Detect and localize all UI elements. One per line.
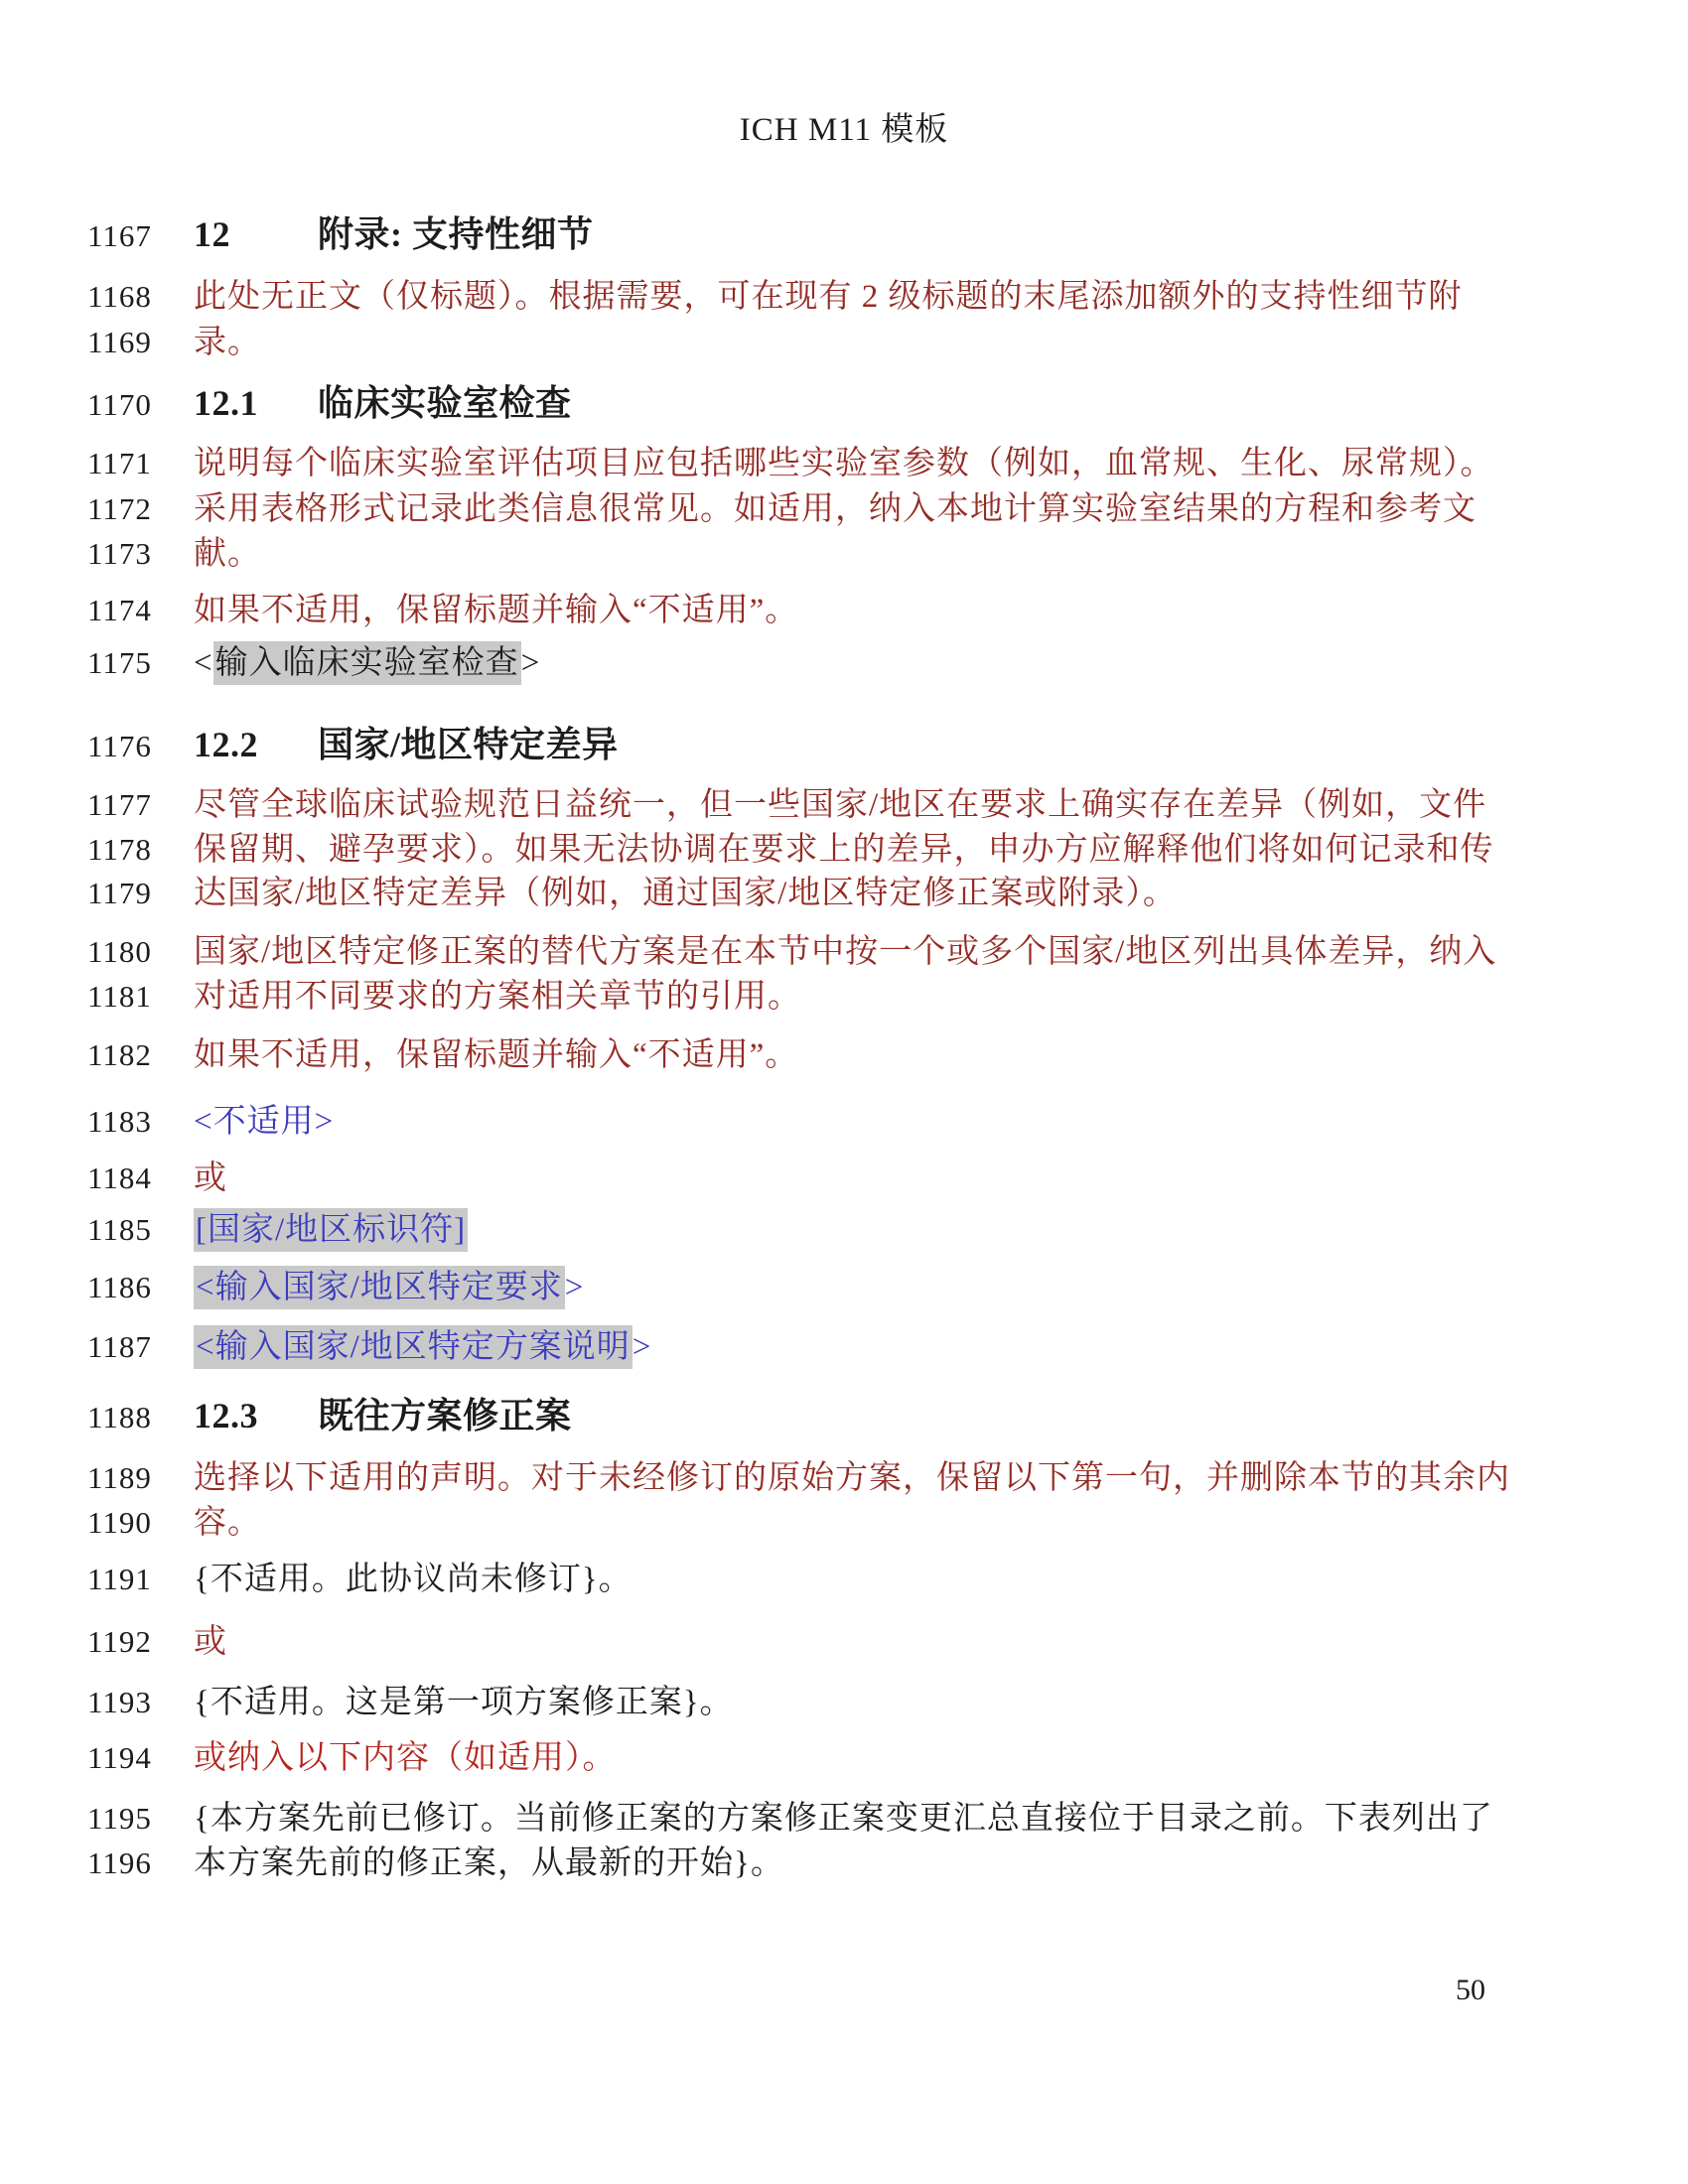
- document-line: [87, 1261, 584, 1306]
- document-line: [87, 1203, 468, 1249]
- text-line: [194, 1845, 784, 1881]
- text-segment: 说明每个临床实验室评估项目应包括哪些实验室参数（例如，血常规、生化、尿常规）。: [194, 446, 1494, 481]
- line-number: 1179: [87, 876, 152, 910]
- placeholder-field[interactable]: <输入国家/地区特定要求: [194, 1266, 565, 1309]
- text-line: [194, 934, 1496, 970]
- text-line: [194, 1325, 651, 1369]
- text-line: [194, 1685, 734, 1720]
- document-line: [87, 1496, 261, 1542]
- line-number: 1195: [87, 1801, 152, 1836]
- line-number: 1176: [87, 729, 152, 763]
- text-segment: 选择以下适用的声明。对于未经修订的原始方案，保留以下第一句，并删除本节的其余内: [194, 1460, 1510, 1496]
- line-number: 1192: [87, 1624, 152, 1659]
- text-segment: <: [194, 645, 213, 681]
- heading-text: [194, 383, 572, 423]
- text-line: [194, 787, 1486, 823]
- section-number: 12.3: [194, 1396, 258, 1435]
- placeholder-field[interactable]: <输入国家/地区特定方案说明: [194, 1325, 633, 1369]
- placeholder-field[interactable]: 输入临床实验室检查: [213, 641, 521, 685]
- document-line: [87, 1731, 617, 1777]
- text-segment: 达国家/地区特定差异（例如，通过国家/地区特定修正案或附录）。: [194, 876, 1177, 911]
- document-line: [87, 584, 798, 629]
- document-line: [87, 527, 261, 573]
- text-segment: 尽管全球临床试验规范日益统一，但一些国家/地区在要求上确实存在差异（例如，文件: [194, 787, 1487, 823]
- line-number: 1196: [87, 1845, 152, 1880]
- text-segment: 献。: [194, 536, 261, 572]
- section-heading-title: 既往方案修正案: [318, 1396, 572, 1435]
- text-segment: 容。: [194, 1505, 261, 1541]
- text-line: [194, 1562, 633, 1597]
- document-line: [87, 482, 1477, 528]
- text-line: [194, 593, 798, 628]
- text-segment: 国家/地区特定修正案的替代方案是在本节中按一个或多个国家/地区列出具体差异，纳入: [194, 934, 1497, 970]
- text-line: [194, 1460, 1510, 1496]
- text-line: [194, 536, 261, 572]
- heading-line: [87, 717, 619, 762]
- heading-text: [194, 1396, 572, 1435]
- document-header-title: ICH M11 模板: [739, 112, 949, 148]
- document-line: [87, 636, 540, 682]
- document-line: [87, 867, 1177, 912]
- document-line: [87, 1676, 734, 1721]
- text-line: [194, 1104, 334, 1140]
- text-segment: {本方案先前已修订。当前修正案的方案修正案变更汇总直接位于目录之前。下表列出了: [194, 1801, 1493, 1837]
- line-number: 1185: [87, 1212, 152, 1247]
- placeholder-field[interactable]: [国家/地区标识符]: [194, 1208, 468, 1252]
- section-number: 12.1: [194, 383, 258, 423]
- text-line: [194, 446, 1494, 481]
- line-number: 1170: [87, 387, 152, 422]
- line-number: 1190: [87, 1505, 152, 1540]
- line-number: 1186: [87, 1270, 152, 1304]
- heading-line: [87, 375, 572, 421]
- line-number: 1188: [87, 1400, 152, 1434]
- text-line: [194, 641, 540, 685]
- document-line: [87, 1028, 798, 1074]
- text-line: [194, 1740, 617, 1776]
- text-line: [194, 876, 1177, 911]
- heading-text: [194, 725, 619, 764]
- document-line: [87, 925, 1496, 971]
- text-line: [194, 1624, 227, 1660]
- text-segment: 此处无正文（仅标题）。根据需要，可在现有 2 级标题的末尾添加额外的支持性细节附: [194, 279, 1463, 315]
- line-number: 1171: [87, 446, 152, 480]
- text-line: [194, 1160, 227, 1196]
- document-line: [87, 1553, 633, 1598]
- line-number: 1174: [87, 593, 152, 627]
- line-number: 1169: [87, 325, 152, 359]
- heading-line: [87, 1388, 572, 1433]
- text-segment: {不适用。此协议尚未修订}。: [194, 1562, 633, 1597]
- document-line: [87, 437, 1494, 482]
- line-number: 1180: [87, 934, 152, 969]
- line-number: 1181: [87, 979, 152, 1014]
- line-number: 1191: [87, 1562, 152, 1596]
- section-heading-title: 附录: 支持性细节: [318, 214, 594, 254]
- document-line: [87, 823, 1494, 869]
- section-number: 12: [194, 214, 230, 254]
- text-line: [194, 1505, 261, 1541]
- text-segment: 采用表格形式记录此类信息很常见。如适用，纳入本地计算实验室结果的方程和参考文: [194, 491, 1477, 527]
- document-line: [87, 1615, 227, 1661]
- text-line: [194, 325, 261, 360]
- text-segment: {不适用。这是第一项方案修正案}。: [194, 1685, 734, 1720]
- text-line: [194, 832, 1494, 868]
- line-number: 1167: [87, 218, 152, 253]
- text-segment: 本方案先前的修正案，从最新的开始}。: [194, 1845, 784, 1881]
- document-line: [87, 1095, 334, 1141]
- text-segment: 保留期、避孕要求）。如果无法协调在要求上的差异，申办方应解释他们将如何记录和传: [194, 832, 1494, 868]
- line-number: 1194: [87, 1740, 152, 1775]
- document-line: [87, 778, 1486, 824]
- document-line: [87, 270, 1463, 316]
- page-number: 50: [1456, 1974, 1485, 2006]
- text-segment: 如果不适用，保留标题并输入“不适用”。: [194, 593, 799, 628]
- line-number: 1172: [87, 491, 152, 526]
- text-segment: 或: [194, 1624, 227, 1660]
- document-line: [87, 1792, 1493, 1838]
- text-line: [194, 279, 1463, 315]
- document-line: [87, 1451, 1510, 1497]
- text-line: [194, 1801, 1493, 1837]
- text-segment: <不适用>: [194, 1104, 335, 1140]
- line-number: 1168: [87, 279, 152, 314]
- text-segment: 对适用不同要求的方案相关章节的引用。: [194, 979, 801, 1015]
- line-number: 1175: [87, 645, 152, 680]
- text-segment: 或纳入以下内容（如适用）。: [194, 1740, 617, 1776]
- line-number: 1183: [87, 1104, 152, 1139]
- line-number: 1177: [87, 787, 152, 822]
- line-number: 1187: [87, 1329, 152, 1364]
- text-segment: 如果不适用，保留标题并输入“不适用”。: [194, 1037, 799, 1073]
- heading-line: [87, 206, 594, 252]
- line-number: 1189: [87, 1460, 152, 1495]
- document-line: [87, 1152, 227, 1197]
- document-line: [87, 970, 801, 1016]
- text-segment: >: [564, 1270, 585, 1305]
- section-heading-title: 国家/地区特定差异: [318, 725, 619, 764]
- text-line: [194, 1266, 584, 1309]
- line-number: 1184: [87, 1160, 152, 1195]
- text-segment: >: [520, 645, 541, 681]
- text-line: [194, 1037, 798, 1073]
- section-heading-title: 临床实验室检查: [318, 383, 572, 423]
- line-number: 1193: [87, 1685, 152, 1719]
- document-line: [87, 1320, 651, 1366]
- line-number: 1178: [87, 832, 152, 867]
- text-segment: >: [632, 1329, 652, 1365]
- text-segment: 或: [194, 1160, 227, 1196]
- document-line: [87, 1837, 784, 1882]
- line-number: 1182: [87, 1037, 152, 1072]
- text-segment: 录。: [194, 325, 261, 360]
- text-line: [194, 1208, 468, 1252]
- document-line: [87, 316, 261, 361]
- heading-text: [194, 214, 594, 254]
- text-line: [194, 979, 801, 1015]
- text-line: [194, 491, 1477, 527]
- line-number: 1173: [87, 536, 152, 571]
- section-number: 12.2: [194, 725, 258, 764]
